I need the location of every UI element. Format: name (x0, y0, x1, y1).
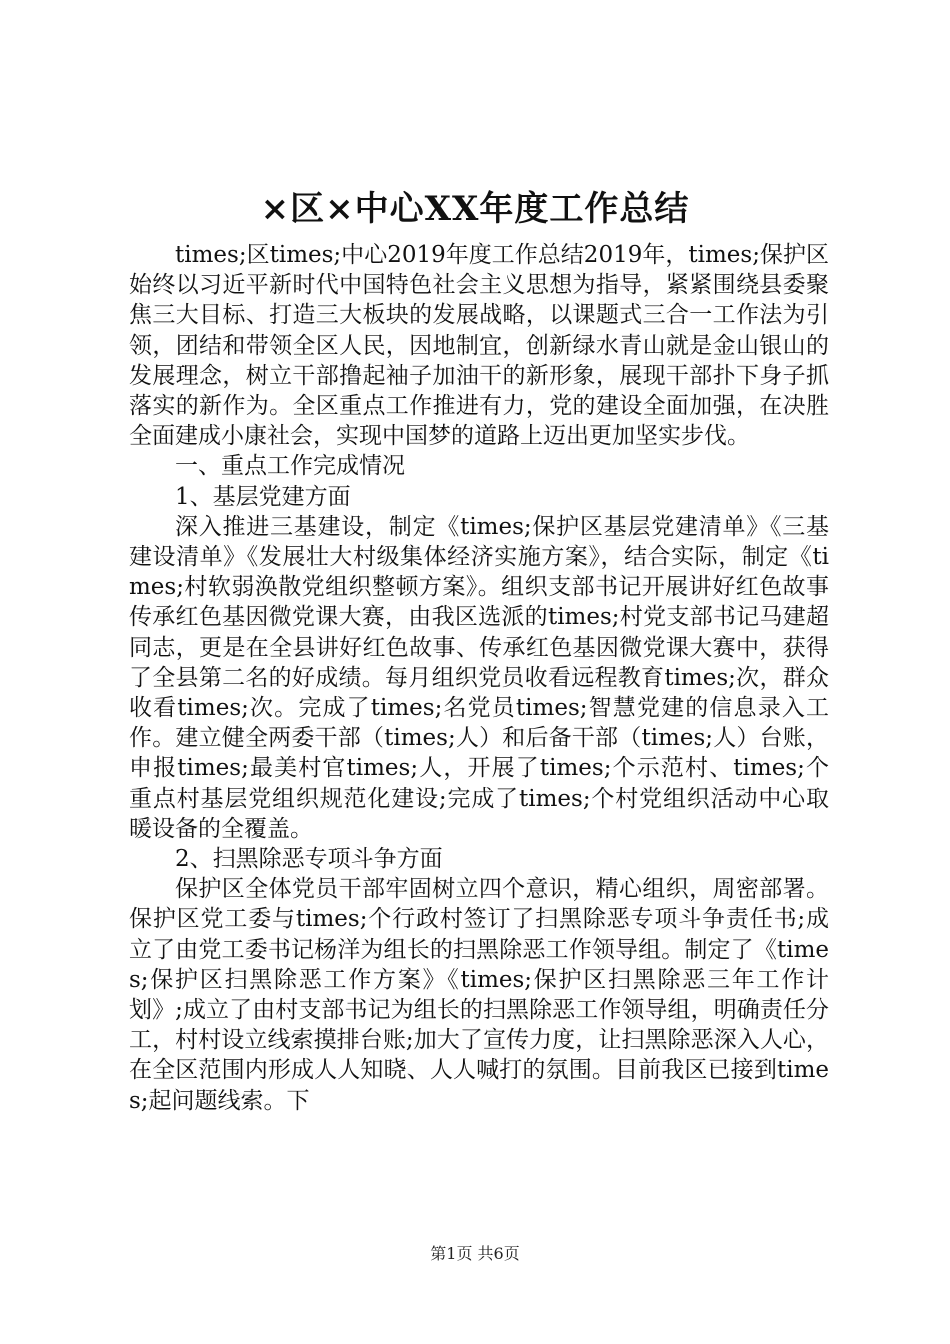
subsection-heading-anti-crime: 2、扫黑除恶专项斗争方面 (175, 846, 443, 873)
anti-crime-paragraph: 保护区全体党员干部牢固树立四个意识，精心组织，周密部署。保护区党工委与times;个行政村签订了扫黑除恶专项斗争责任书;成立了由党工委书记杨洋为组长的扫黑除恶工作领导组。制定了《times;保护区扫黑除恶工作方案》《times;保护区扫黑除恶三年工作计划》;成立了由村支部书记为组长的扫黑除恶工作领导组，明确责任分工，村村设立线索摸排台账;加大了宣传力度，让扫黑除恶深入人心，在全区范围内形成人人知晓、人人喊打的氛围。目前我区已接到times;起问题线索。下 (129, 876, 829, 1114)
intro-paragraph: times;区times;中心2019年度工作总结2019年，times;保护区始终以习近平新时代中国特色社会主义思想为指导，紧紧围绕县委聚焦三大目标、打造三大板块的发展战略，以课题式三合一工作法为引领，团结和带领全区人民，因地制宜，创新绿水青山就是金山银山的发展理念，树立干部撸起袖子加油干的新形象，展现干部扑下身子抓落实的新作为。全区重点工作推进有力，党的建设全面加强，在决胜全面建成小康社会，实现中国梦的道路上迈出更加坚实步伐。 (129, 242, 829, 450)
section-heading-key-work: 一、重点工作完成情况 (175, 453, 405, 480)
subsection-heading-party-building: 1、基层党建方面 (175, 483, 351, 510)
page-number-footer: 第1页 共6页 (430, 1244, 520, 1263)
document-body (129, 240, 829, 1116)
document-title: ×区×中心XX年度工作总结 (260, 189, 690, 229)
party-building-paragraph: 深入推进三基建设，制定《times;保护区基层党建清单》《三基建设清单》《发展壮大村级集体经济实施方案》，结合实际，制定《times;村软弱涣散党组织整顿方案》。组织支部书记开展讲好红色故事传承红色基因微党课大赛，由我区选派的times;村党支部书记马建超同志，更是在全县讲好红色故事、传承红色基因微党课大赛中，获得了全县第二名的好成绩。每月组织党员收看远程教育times;次，群众收看times;次。完成了times;名党员times;智慧党建的信息录入工作。建立健全两委干部（times;人）和后备干部（times;人）台账，申报times;最美村官times;人，开展了times;个示范村、times;个重点村基层党组织规范化建设;完成了times;个村党组织活动中心取暖设备的全覆盖。 (129, 513, 829, 842)
